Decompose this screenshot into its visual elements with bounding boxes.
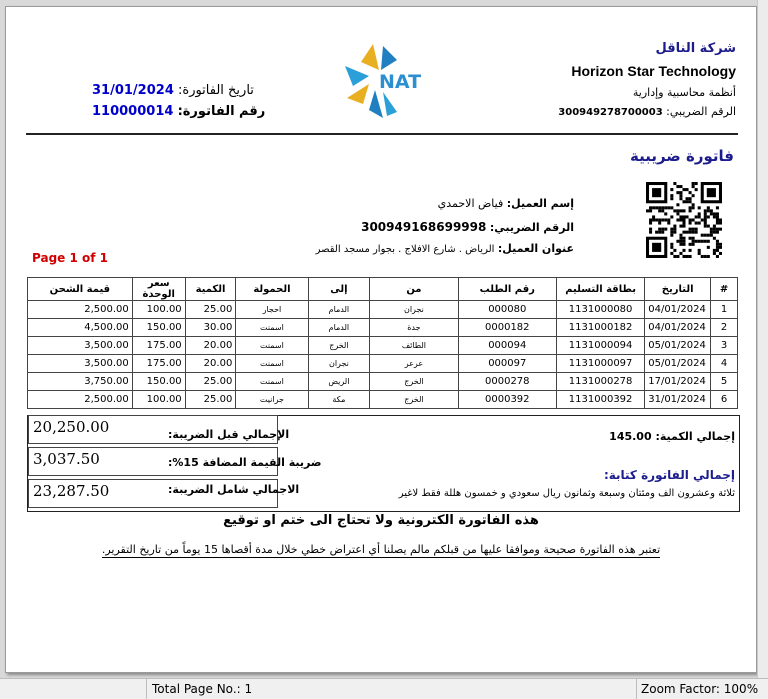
table-row [28,391,738,409]
cell-delivery-card: 1131000080 [556,301,644,319]
document-title: فاتورة ضريبية [629,147,734,165]
cell-index: 6 [711,391,738,409]
qr-code [646,182,722,258]
cell-delivery-card: 1131000182 [556,319,644,337]
vat-value: 3,037.50 [33,450,100,468]
qr-code-icon [646,182,722,258]
col-header-from: من [370,278,458,301]
disclaimer-notice [6,543,756,556]
invoice-date-value: 31/01/2024 [92,83,174,98]
table-row [28,301,738,319]
logo-star-icon [339,40,431,124]
cell-index: 3 [711,337,738,355]
col-header-index: # [711,278,738,301]
cell-unit-price: 150.00 [132,373,185,391]
cell-quantity: 30.00 [185,319,236,337]
customer-address-label: عنوان العميل: [497,242,574,255]
invoice-number [92,104,265,119]
cell-shipping-value: 3,750.00 [28,373,133,391]
total-pages-status: Total Page No.: 1 [146,679,632,699]
cell-unit-price: 100.00 [132,391,185,409]
cell-unit-price: 100.00 [132,301,185,319]
customer-name-label: إسم العميل: [506,197,574,210]
cell-from: عرعر [370,355,458,373]
table-row [28,319,738,337]
customer-tax-value: 300949168699998 [361,220,487,234]
cell-order-number: 0000278 [458,373,556,391]
cell-date: 05/01/2024 [645,355,711,373]
company-name-english: Horizon Star Technology [571,63,736,79]
total-with-tax-value: 23,287.50 [33,482,110,500]
cell-delivery-card: 1131000094 [556,337,644,355]
total-in-words-value: ثلاثة وعشرون الف ومئتان وسبعة وثمانون ريال سعودي و خمسون هللة فقط لاغير [398,488,735,499]
cell-delivery-card: 1131000392 [556,391,644,409]
company-tax-value: 300949278700003 [558,107,663,118]
page-indicator: Page 1 of 1 [32,251,108,265]
cell-from: جدة [370,319,458,337]
col-header-shipping-value: قيمة الشحن [28,278,133,301]
cell-to: مكة [308,391,370,409]
company-name-arabic: شركة الناقل [655,41,736,56]
customer-tax-label: الرقم الضريبي: [489,221,574,234]
total-quantity [609,430,735,443]
cell-cargo: اسمنت [236,337,308,355]
cell-index: 2 [711,319,738,337]
cell-index: 1 [711,301,738,319]
cell-shipping-value: 2,500.00 [28,391,133,409]
logo-text: NAT [379,71,422,93]
table-row [28,355,738,373]
invoice-date-label: تاريخ الفاتورة: [178,83,254,98]
cell-delivery-card: 1131000097 [556,355,644,373]
total-before-tax-value: 20,250.00 [33,418,110,436]
table-row [28,337,738,355]
company-logo [339,40,431,124]
cell-quantity: 20.00 [185,337,236,355]
cell-quantity: 25.00 [185,373,236,391]
invoice-number-value: 110000014 [92,104,174,119]
cell-cargo: احجار [236,301,308,319]
customer-address-value: الرياض . شارع الافلاج . بجوار مسجد القصر [315,244,495,255]
cell-quantity: 25.00 [185,391,236,409]
company-tax-label: الرقم الضريبي: [666,105,736,118]
col-header-to: إلى [308,278,370,301]
cell-shipping-value: 3,500.00 [28,355,133,373]
cell-from: نجران [370,301,458,319]
cell-from: الطائف [370,337,458,355]
vat-label: ضريبة القيمة المضافة 15%: [168,456,322,469]
cell-order-number: 000094 [458,337,556,355]
col-header-order-number: رقم الطلب [458,278,556,301]
cell-unit-price: 175.00 [132,355,185,373]
total-in-words-label: إجمالي الفاتورة كتابة: [603,468,735,482]
cell-cargo: جرانيت [236,391,308,409]
cell-shipping-value: 3,500.00 [28,337,133,355]
cell-order-number: 000080 [458,301,556,319]
total-quantity-label: إجمالي الكمية: [655,430,735,443]
cell-from: الخرج [370,391,458,409]
customer-address [316,242,574,255]
cell-to: الدمام [308,319,370,337]
header-divider [26,133,738,135]
customer-name [438,197,574,210]
invoice-number-label: رقم الفاتورة: [177,104,266,119]
disclaimer-text: تعتبر هذه الفاتورة صحيحة وموافقا عليها من قبلكم مالم يصلنا أي اعتراض خطي خلال مدة أقصاها 15 يوماً من تاريخ التقرير. [101,543,661,556]
electronic-invoice-notice: هذه الفاتورة الكترونية ولا تحتاج الى ختم او توقيع [223,513,539,528]
customer-tax [361,220,574,234]
cell-order-number: 0000392 [458,391,556,409]
col-header-date: التاريخ [645,278,711,301]
cell-date: 17/01/2024 [645,373,711,391]
status-bar [0,678,768,699]
cell-order-number: 0000182 [458,319,556,337]
cell-unit-price: 150.00 [132,319,185,337]
cell-date: 04/01/2024 [645,319,711,337]
cell-quantity: 25.00 [185,301,236,319]
cell-date: 04/01/2024 [645,301,711,319]
col-header-delivery-card: بطاقة التسليم [556,278,644,301]
cell-shipping-value: 2,500.00 [28,301,133,319]
col-header-unit-price: سعر الوحدة [132,278,185,301]
cell-date: 05/01/2024 [645,337,711,355]
table-row [28,373,738,391]
invoice-date [92,83,254,98]
cell-to: الدمام [308,301,370,319]
vertical-scrollbar[interactable] [757,0,768,678]
col-header-cargo: الحمولة [236,278,308,301]
zoom-factor-status: Zoom Factor: 100% [636,679,768,699]
total-with-tax-label: الاجمالي شامل الضريبة: [168,483,300,496]
customer-name-value: فياض الاحمدي [437,197,504,210]
cell-unit-price: 175.00 [132,337,185,355]
cell-to: الريض [308,373,370,391]
company-subtitle: أنظمة محاسبية وإدارية [632,86,736,99]
cell-index: 5 [711,373,738,391]
totals-box [27,415,740,512]
col-header-quantity: الكمية [185,278,236,301]
cell-cargo: اسمنت [236,355,308,373]
total-quantity-value: 145.00 [609,430,652,443]
cell-cargo: اسمنت [236,373,308,391]
total-before-tax-label: الإجمالي قبل الضريبة: [168,428,290,441]
items-table [27,277,738,409]
company-tax-number [558,105,736,118]
cell-to: الخرج [308,337,370,355]
cell-index: 4 [711,355,738,373]
cell-order-number: 000097 [458,355,556,373]
cell-delivery-card: 1131000278 [556,373,644,391]
invoice-page [5,6,757,673]
cell-shipping-value: 4,500.00 [28,319,133,337]
cell-cargo: اسمنت [236,319,308,337]
cell-from: الخرج [370,373,458,391]
cell-to: نجران [308,355,370,373]
table-header-row [28,278,738,301]
cell-quantity: 20.00 [185,355,236,373]
cell-date: 31/01/2024 [645,391,711,409]
